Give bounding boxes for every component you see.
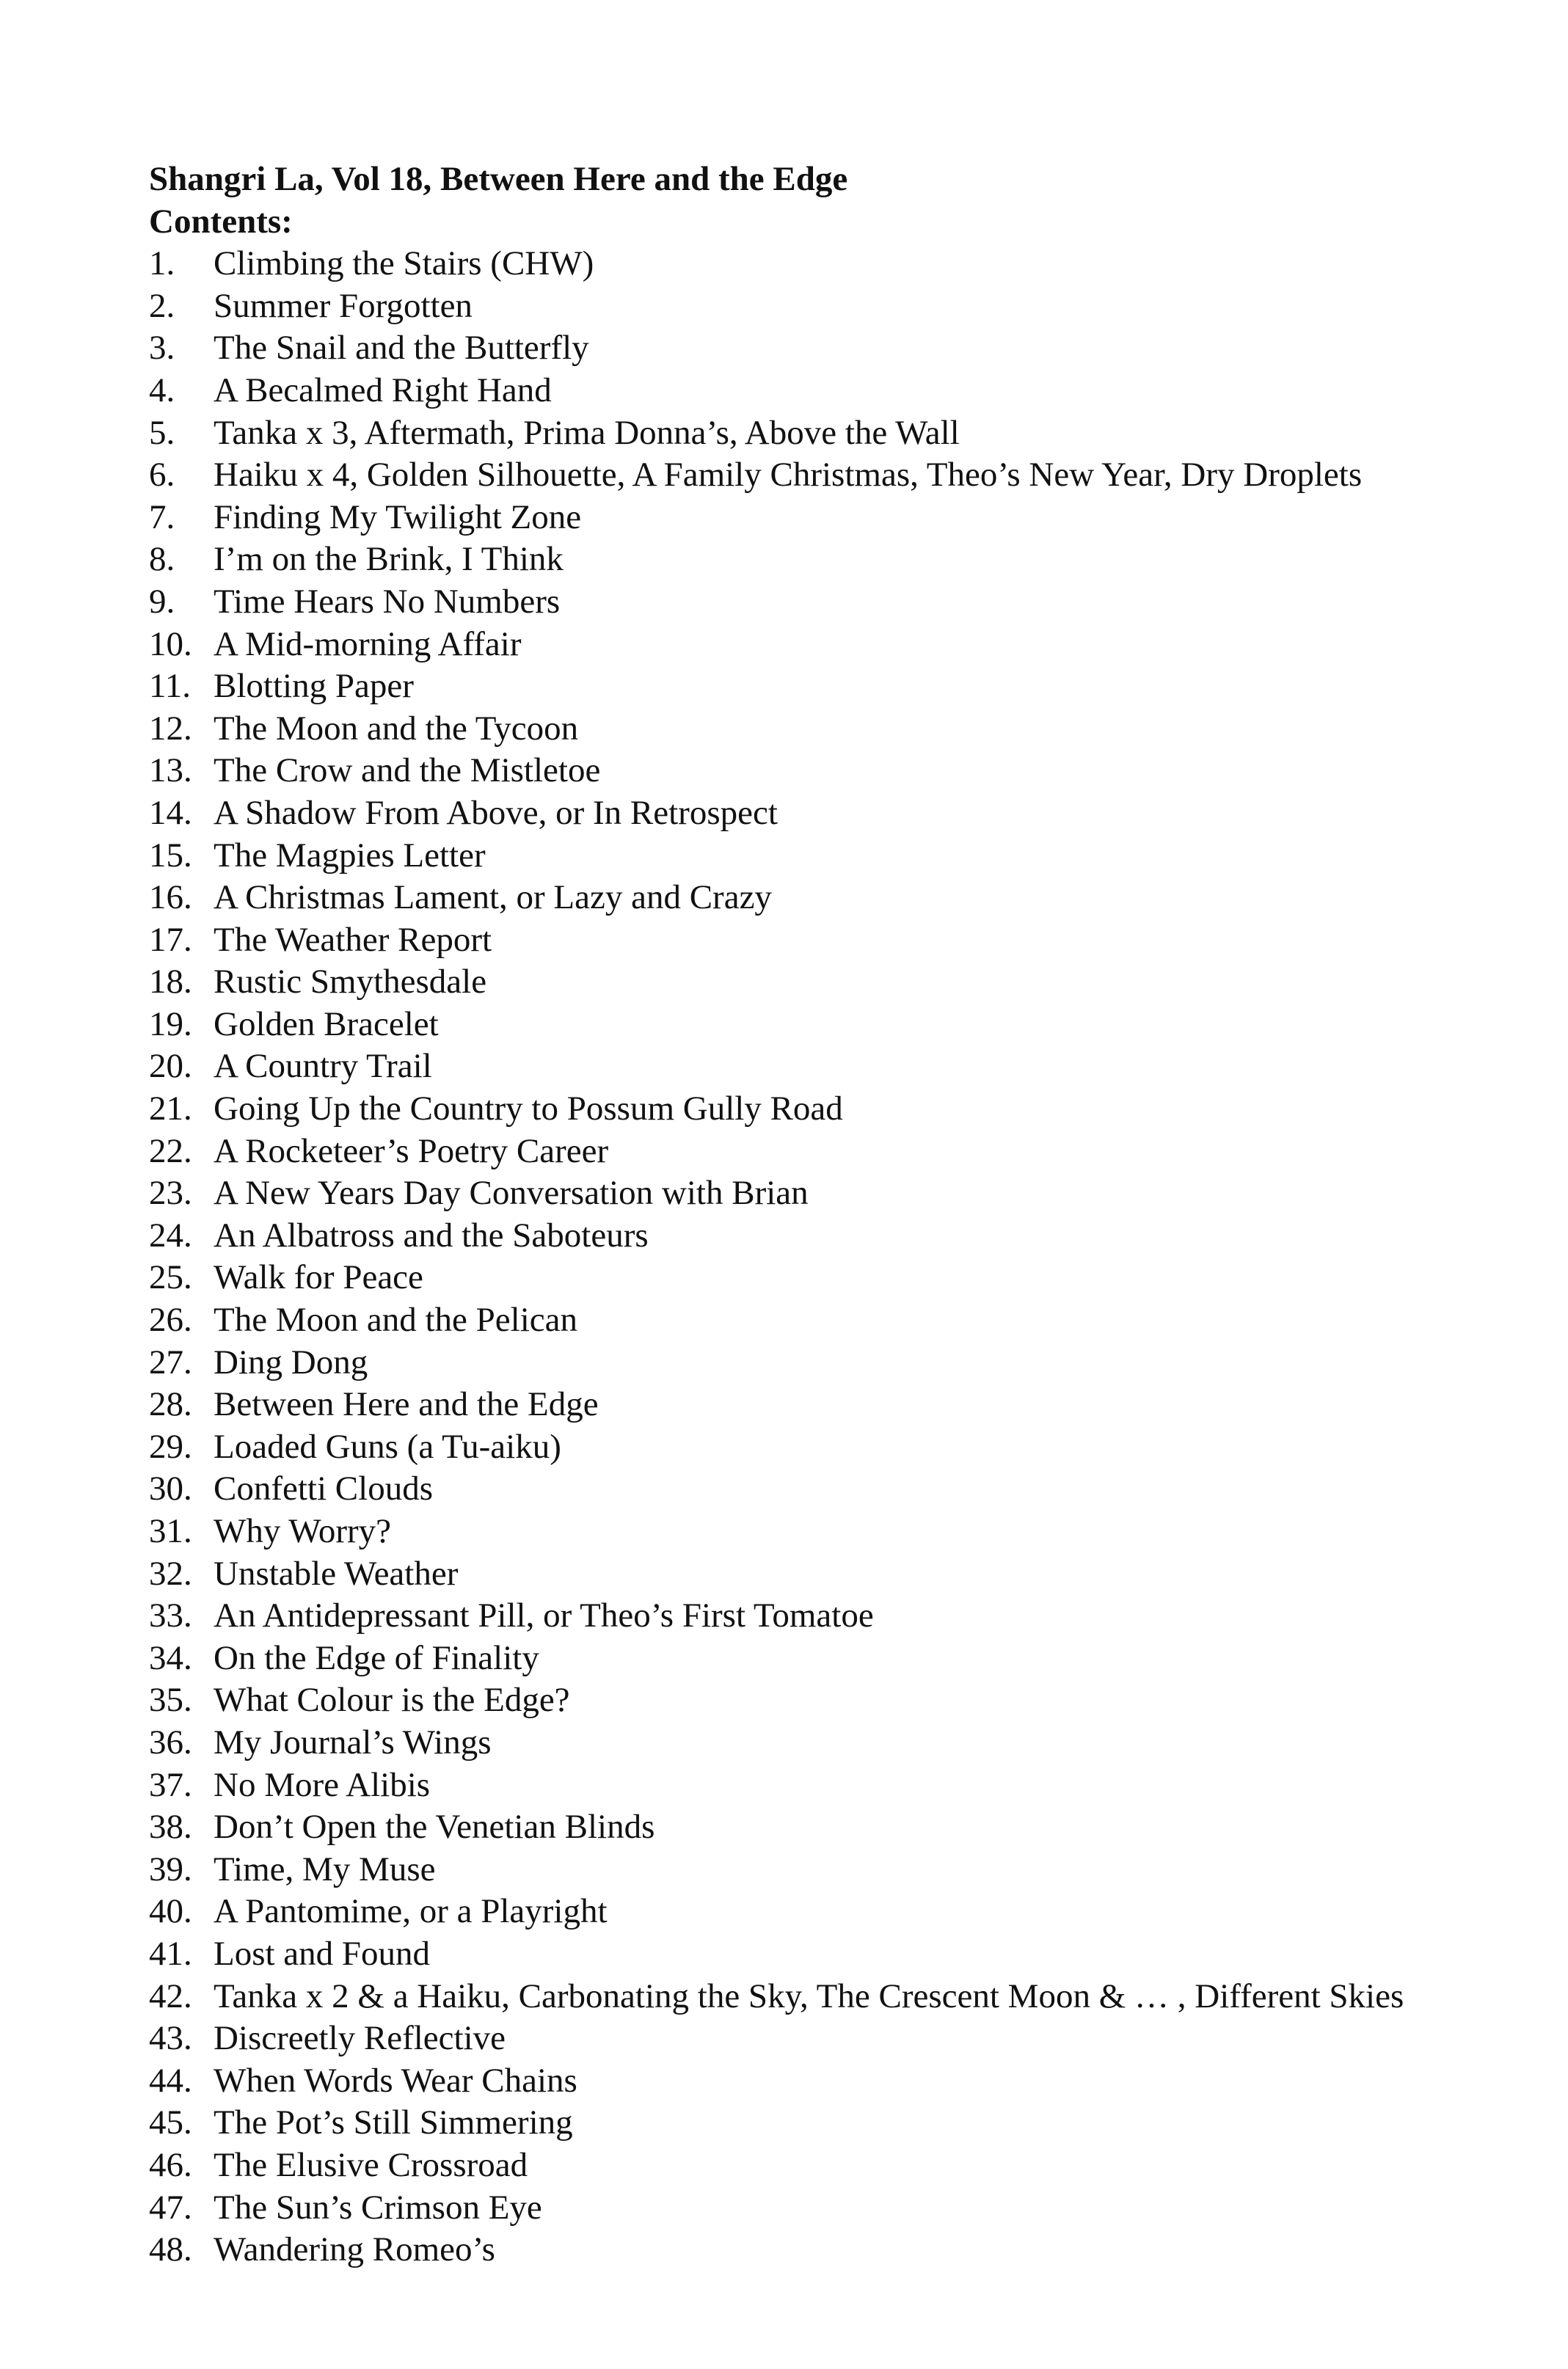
- entry-title: Blotting Paper: [214, 667, 414, 706]
- entry-title: Lost and Found: [214, 1934, 431, 1973]
- entry-title: The Moon and the Tycoon: [214, 709, 579, 748]
- entry-number: 23.: [149, 1174, 192, 1213]
- contents-block: [149, 158, 1543, 2271]
- entry-number: 48.: [149, 2230, 192, 2269]
- entry-title: My Journal’s Wings: [214, 1723, 492, 1762]
- contents-entry: [149, 454, 1543, 497]
- entry-title: Ding Dong: [214, 1343, 368, 1381]
- entry-title: The Crow and the Mistletoe: [214, 751, 601, 790]
- entry-title: Tanka x 2 & a Haiku, Carbonating the Sky, The Crescent Moon & … , Different Skies: [214, 1976, 1404, 2015]
- entry-title: A Becalmed Right Hand: [214, 371, 552, 409]
- entry-title: The Pot’s Still Simmering: [214, 2103, 573, 2142]
- contents-entry: [149, 750, 1543, 792]
- entry-number: 25.: [149, 1258, 192, 1297]
- entry-title: Wandering Romeo’s: [214, 2230, 495, 2269]
- entry-number: 12.: [149, 709, 192, 748]
- contents-entry: [149, 1342, 1543, 1384]
- entry-number: 30.: [149, 1470, 192, 1508]
- contents-entry: [149, 243, 1543, 285]
- entry-number: 11.: [149, 667, 192, 706]
- entry-number: 9.: [149, 582, 175, 621]
- entry-title: Climbing the Stairs (CHW): [214, 244, 594, 283]
- entry-number: 27.: [149, 1343, 192, 1381]
- entry-title: Confetti Clouds: [214, 1470, 433, 1508]
- contents-entry: [149, 1806, 1543, 1849]
- entry-title: The Moon and the Pelican: [214, 1301, 577, 1340]
- entry-number: 36.: [149, 1723, 192, 1762]
- entry-number: 33.: [149, 1596, 192, 1635]
- contents-entry: [149, 1595, 1543, 1638]
- entry-title: Haiku x 4, Golden Silhouette, A Family Christmas, Theo’s New Year, Dry Droplets: [214, 456, 1363, 494]
- contents-entry: [149, 1468, 1543, 1511]
- contents-entry: [149, 497, 1543, 539]
- entry-number: 19.: [149, 1004, 192, 1043]
- entry-title: What Colour is the Edge?: [214, 1681, 570, 1720]
- entry-number: 3.: [149, 329, 175, 368]
- entry-number: 5.: [149, 413, 175, 452]
- entry-title: Summer Forgotten: [214, 286, 473, 325]
- entry-title: Walk for Peace: [214, 1258, 423, 1297]
- contents-heading: Contents:: [149, 202, 293, 241]
- entry-number: 41.: [149, 1934, 192, 1973]
- contents-entry: [149, 539, 1543, 581]
- entry-title: Finding My Twilight Zone: [214, 497, 582, 536]
- entry-number: 20.: [149, 1047, 192, 1086]
- entry-number: 40.: [149, 1892, 192, 1931]
- entry-number: 39.: [149, 1850, 192, 1888]
- entry-title: A Country Trail: [214, 1047, 432, 1086]
- contents-entry: [149, 624, 1543, 666]
- contents-list: [149, 243, 1543, 2271]
- contents-entry: [149, 1384, 1543, 1426]
- entry-number: 45.: [149, 2103, 192, 2142]
- document-title: Shangri La, Vol 18, Between Here and the Edge: [149, 160, 848, 198]
- entry-title: When Words Wear Chains: [214, 2061, 577, 2100]
- contents-entry: [149, 708, 1543, 751]
- contents-entry: [149, 1722, 1543, 1764]
- contents-entry: [149, 1511, 1543, 1553]
- entry-title: The Sun’s Crimson Eye: [214, 2188, 542, 2227]
- contents-entry: [149, 1933, 1543, 1976]
- entry-number: 24.: [149, 1216, 192, 1255]
- entry-number: 15.: [149, 836, 192, 875]
- entry-title: A New Years Day Conversation with Brian: [214, 1174, 809, 1213]
- entry-number: 37.: [149, 1765, 192, 1804]
- entry-number: 14.: [149, 793, 192, 832]
- entry-title: Time, My Muse: [214, 1850, 436, 1888]
- entry-number: 2.: [149, 286, 175, 325]
- contents-entry: [149, 835, 1543, 877]
- contents-entry: [149, 1553, 1543, 1596]
- contents-entry: [149, 2060, 1543, 2103]
- entry-title: A Shadow From Above, or In Retrospect: [214, 793, 778, 832]
- entry-title: Rustic Smythesdale: [214, 963, 487, 1001]
- entry-title: A Christmas Lament, or Lazy and Crazy: [214, 878, 772, 917]
- contents-entry: [149, 1004, 1543, 1046]
- contents-entry: [149, 1172, 1543, 1215]
- contents-entry: [149, 327, 1543, 370]
- entry-number: 34.: [149, 1638, 192, 1677]
- contents-entry: [149, 412, 1543, 455]
- contents-entry: [149, 370, 1543, 412]
- contents-entry: [149, 2102, 1543, 2144]
- entry-title: Time Hears No Numbers: [214, 582, 561, 621]
- entry-number: 6.: [149, 456, 175, 494]
- contents-entry: [149, 1891, 1543, 1933]
- entry-title: The Magpies Letter: [214, 836, 486, 875]
- contents-entry: [149, 919, 1543, 962]
- entry-number: 46.: [149, 2145, 192, 2184]
- entry-number: 43.: [149, 2019, 192, 2058]
- entry-title: Tanka x 3, Aftermath, Prima Donna’s, Above the Wall: [214, 413, 960, 452]
- entry-number: 29.: [149, 1427, 192, 1466]
- entry-number: 13.: [149, 751, 192, 790]
- entry-title: Golden Bracelet: [214, 1004, 439, 1043]
- entry-title: On the Edge of Finality: [214, 1638, 539, 1677]
- entry-title: The Elusive Crossroad: [214, 2145, 528, 2184]
- entry-number: 16.: [149, 878, 192, 917]
- entry-number: 4.: [149, 371, 175, 409]
- entry-title: Why Worry?: [214, 1512, 392, 1550]
- entry-title: Unstable Weather: [214, 1554, 459, 1593]
- entry-title: Don’t Open the Venetian Blinds: [214, 1808, 655, 1847]
- entry-number: 38.: [149, 1808, 192, 1847]
- entry-number: 8.: [149, 540, 175, 579]
- contents-entry: [149, 2018, 1543, 2060]
- contents-entry: [149, 1045, 1543, 1088]
- contents-entry: [149, 877, 1543, 919]
- entry-number: 22.: [149, 1131, 192, 1170]
- entry-title: No More Alibis: [214, 1765, 431, 1804]
- contents-entry: [149, 1299, 1543, 1342]
- contents-entry: [149, 665, 1543, 708]
- contents-entry: [149, 1764, 1543, 1807]
- contents-entry: [149, 1257, 1543, 1299]
- entry-title: Going Up the Country to Possum Gully Road: [214, 1089, 843, 1128]
- entry-title: Loaded Guns (a Tu-aiku): [214, 1427, 561, 1466]
- entry-title: The Weather Report: [214, 920, 492, 959]
- entry-number: 18.: [149, 963, 192, 1001]
- contents-entry: [149, 1638, 1543, 1680]
- contents-entry: [149, 1426, 1543, 1469]
- entry-title: A Mid-morning Affair: [214, 624, 522, 663]
- entry-title: A Pantomime, or a Playright: [214, 1892, 608, 1931]
- entry-number: 28.: [149, 1385, 192, 1424]
- contents-entry: [149, 1976, 1543, 2018]
- contents-entry: [149, 2229, 1543, 2271]
- contents-entry: [149, 1131, 1543, 1173]
- contents-entry: [149, 1679, 1543, 1722]
- contents-entry: [149, 2187, 1543, 2230]
- contents-entry: [149, 2144, 1543, 2187]
- entry-title: A Rocketeer’s Poetry Career: [214, 1131, 609, 1170]
- entry-number: 47.: [149, 2188, 192, 2227]
- entry-title: Discreetly Reflective: [214, 2019, 506, 2058]
- entry-number: 10.: [149, 624, 192, 663]
- contents-entry: [149, 1088, 1543, 1131]
- contents-entry: [149, 581, 1543, 624]
- entry-number: 21.: [149, 1089, 192, 1128]
- entry-number: 1.: [149, 244, 175, 283]
- entry-number: 26.: [149, 1301, 192, 1340]
- entry-title: I’m on the Brink, I Think: [214, 540, 564, 579]
- entry-number: 35.: [149, 1681, 192, 1720]
- entry-number: 7.: [149, 497, 175, 536]
- entry-number: 32.: [149, 1554, 192, 1593]
- entry-title: The Snail and the Butterfly: [214, 329, 589, 368]
- entry-number: 17.: [149, 920, 192, 959]
- contents-entry: [149, 792, 1543, 835]
- contents-entry: [149, 1849, 1543, 1891]
- entry-number: 31.: [149, 1512, 192, 1550]
- entry-title: Between Here and the Edge: [214, 1385, 599, 1424]
- contents-entry: [149, 285, 1543, 328]
- entry-title: An Albatross and the Saboteurs: [214, 1216, 649, 1255]
- entry-number: 42.: [149, 1976, 192, 2015]
- contents-entry: [149, 1215, 1543, 1257]
- entry-title: An Antidepressant Pill, or Theo’s First Tomatoe: [214, 1596, 874, 1635]
- entry-number: 44.: [149, 2061, 192, 2100]
- contents-entry: [149, 961, 1543, 1004]
